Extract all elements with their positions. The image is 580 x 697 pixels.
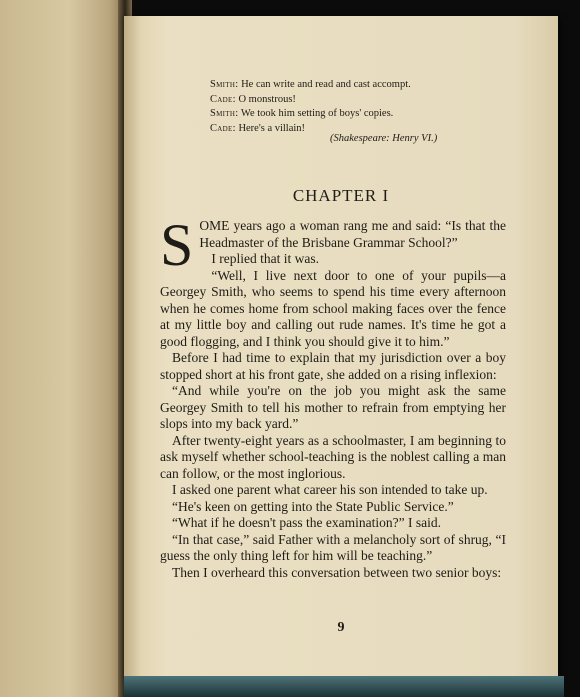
paragraph: “And while you're on the job you might ask the same Georgey Smith to tell his mother to refrain from emptying her slops into my back yard.” bbox=[160, 383, 506, 431]
paragraph: I asked one parent what career his son intended to take up. bbox=[172, 482, 488, 497]
epigraph-text: He can write and read and cast accompt. bbox=[241, 79, 411, 90]
epigraph-line bbox=[210, 78, 540, 93]
epigraph-line bbox=[210, 93, 540, 108]
paragraph: Then I overheard this conversation between two senior boys: bbox=[172, 564, 502, 580]
epigraph-line bbox=[210, 107, 540, 122]
paragraph: “What if he doesn't pass the examination?” I said. bbox=[172, 515, 441, 530]
drop-cap: S bbox=[160, 212, 194, 278]
paragraph: Before I had time to explain that my jurisdiction over a boy stopped short at his front gate, she added on a rising inflexion: bbox=[160, 350, 506, 382]
body-text bbox=[160, 212, 506, 581]
epigraph-speaker: Cade: bbox=[210, 93, 236, 105]
epigraph-text: We took him setting of boys' copies. bbox=[240, 108, 394, 119]
chapter-title: CHAPTER I bbox=[292, 186, 390, 205]
paragraph: After twenty-eight years as a schoolmaster, I am beginning to ask myself whether school-teaching is the noblest calling a man can follow, or the most inglorious. bbox=[160, 432, 506, 481]
paragraph: “Well, I live next door to one of your pupils—a Georgey Smith, who seems to spend his time every afternoon when he comes home from school making faces over the fence at my little boy and calling out rude names. It's time he got a good flogging, and I think you should give it to him.” bbox=[160, 267, 506, 349]
paragraph: OME years ago a woman rang me and said: “Is that the Headmaster of the Brisbane Grammar School?” bbox=[199, 218, 506, 250]
epigraph-speaker: Smith: bbox=[210, 79, 239, 90]
epigraph bbox=[210, 78, 540, 136]
paragraph: I replied that it was. bbox=[211, 251, 319, 266]
epigraph-speaker: Smith: bbox=[210, 108, 239, 119]
epigraph-text: O monstrous! bbox=[238, 93, 296, 105]
book-bottom-edge bbox=[124, 676, 564, 697]
paragraph: “In that case,” said Father with a melancholy sort of shrug, “I guess the only thing left for him will be teaching.” bbox=[160, 531, 506, 563]
paragraph: “He's keen on getting into the State Public Service.” bbox=[172, 498, 454, 514]
epigraph-text: Here's a villain! bbox=[238, 122, 306, 134]
page-number: 9 bbox=[337, 620, 345, 635]
epigraph-speaker: Cade: bbox=[210, 122, 236, 134]
epigraph-attribution: (Shakespeare: Henry VI.) bbox=[330, 133, 438, 144]
left-page bbox=[0, 0, 124, 697]
